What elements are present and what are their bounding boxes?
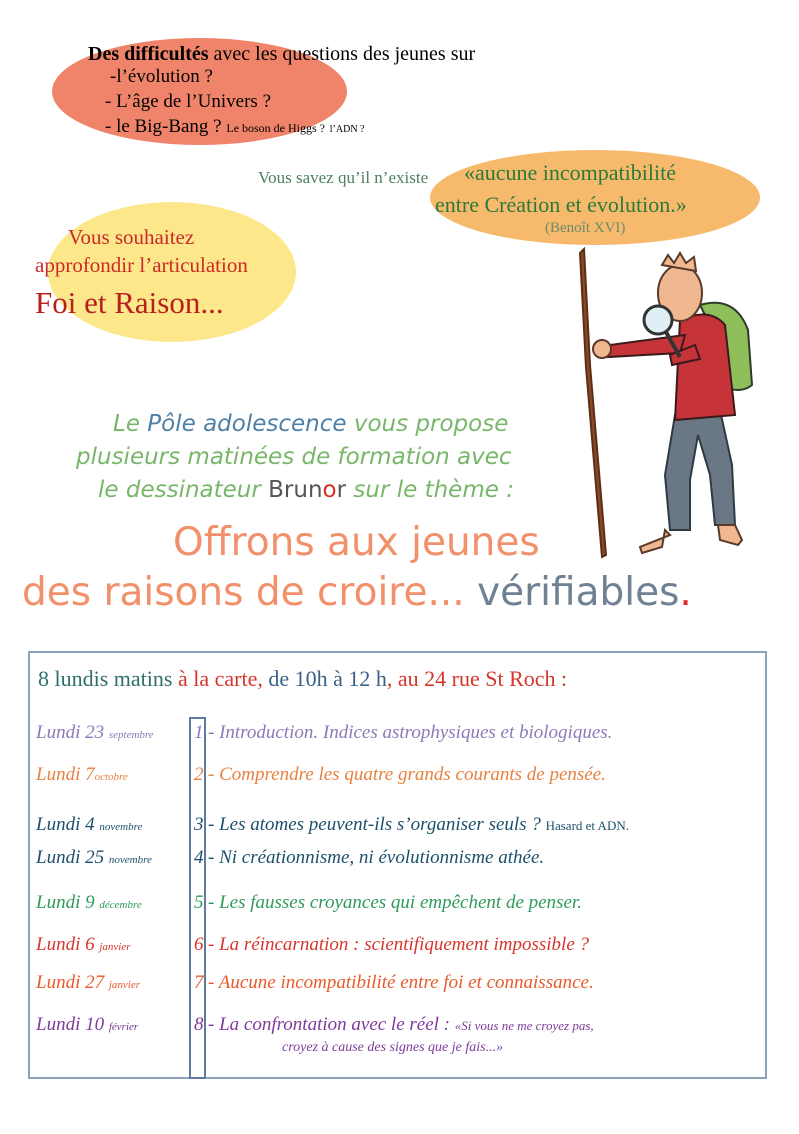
program-head-c: de 10h à 12 h xyxy=(268,666,387,691)
line-evolution: -l’évolution ? xyxy=(110,66,213,87)
row-topic-text: - Les fausses croyances qui empêchent de penser. xyxy=(208,892,582,913)
theme-line1: Offrons aux jeunes xyxy=(173,520,540,565)
line-age: - L’âge de l’Univers ? xyxy=(105,91,272,112)
row-number: 3 xyxy=(194,814,204,835)
row-topic xyxy=(208,814,629,836)
row-topic-text: - Aucune incompatibilité entre foi et connaissance. xyxy=(208,972,594,993)
souhait-line2: approfondir l’articulation xyxy=(35,253,248,277)
theme-line2 xyxy=(22,570,692,615)
row-topic-text: - La confrontation avec le réel : xyxy=(208,1014,455,1035)
row-month: janvier xyxy=(108,979,141,991)
intro-line3-b: sur le thème : xyxy=(346,477,514,503)
difficulties-rest: avec les questions des jeunes sur xyxy=(208,43,476,65)
program-head-d: , au 24 rue St Roch : xyxy=(386,666,568,691)
row-topic-text: - La réincarnation : scientifiquement impossible ? xyxy=(208,934,590,955)
row-month: novembre xyxy=(108,854,152,866)
row-date xyxy=(36,764,196,786)
quote-line1: «aucune incompatibilité xyxy=(464,160,676,185)
intro-line2: plusieurs matinées de formation avec xyxy=(76,444,512,470)
row-number: 8 xyxy=(194,1014,204,1035)
row-day: Lundi 7 xyxy=(36,764,95,785)
row-number: 7 xyxy=(194,972,204,993)
souhait-line1: Vous souhaitez xyxy=(68,225,195,249)
line-bigbang: - le Big-Bang ? xyxy=(105,116,222,137)
row-topic-text: - Comprendre les quatre grands courants de pensée. xyxy=(208,764,606,785)
row-topic-text: - Les atomes peuvent-ils s’organiser seuls ? xyxy=(208,814,546,835)
row-topic xyxy=(208,934,589,956)
row-date xyxy=(36,722,196,744)
row-topic xyxy=(208,972,594,994)
intro-line3 xyxy=(98,477,514,503)
row-day: Lundi 6 xyxy=(36,934,100,955)
row-day: Lundi 9 xyxy=(36,892,100,913)
row-date xyxy=(36,847,196,869)
row-topic-text: - Ni créationnisme, ni évolutionnisme athée. xyxy=(208,847,545,868)
row-day: Lundi 10 xyxy=(36,1014,109,1035)
intro-line1-c: vous propose xyxy=(346,411,509,437)
row-number: 6 xyxy=(194,934,204,955)
row-day: Lundi 25 xyxy=(36,847,109,868)
program-head-b: à la carte, xyxy=(177,666,269,691)
theme-red-dot: . xyxy=(679,570,692,615)
row-topic xyxy=(208,764,606,786)
program-heading xyxy=(38,666,567,692)
quote-author: (Benoît XVI) xyxy=(545,220,626,236)
row-number: 4 xyxy=(194,847,204,868)
line-adn: l’ADN ? xyxy=(329,124,365,135)
program-head-a: 8 lundis matins xyxy=(38,666,178,691)
row-topic xyxy=(208,847,544,869)
difficulties-heading xyxy=(88,42,475,66)
row-date xyxy=(36,1014,196,1036)
row-number: 2 xyxy=(194,764,204,785)
theme-verifiables: vérifiables xyxy=(477,570,680,615)
brunor-r: r xyxy=(336,477,347,503)
row-date xyxy=(36,934,196,956)
line-higgs: Le boson de Higgs ? xyxy=(226,121,326,135)
program-last-line: croyez à cause des signes que je fais...» xyxy=(282,1040,504,1055)
theme-line2-text: des raisons de croire... xyxy=(22,570,478,615)
intro-line1-a: Le xyxy=(113,411,148,437)
hiker-illustration xyxy=(570,235,770,565)
difficulties-bold: Des difficultés xyxy=(88,43,209,65)
row-date xyxy=(36,892,196,914)
row-date xyxy=(36,972,196,994)
line-bigbang-group xyxy=(105,116,364,138)
row-month: janvier xyxy=(99,941,131,953)
row-topic-text: - Introduction. Indices astrophysiques et biologiques. xyxy=(208,722,613,743)
foi-raison-title: Foi et Raison... xyxy=(35,285,224,320)
row-month: septembre xyxy=(108,729,154,741)
row-month: décembre xyxy=(99,899,142,911)
brunor-o: o xyxy=(322,477,337,503)
row-day: Lundi 23 xyxy=(36,722,109,743)
quote-line2: entre Création et évolution.» xyxy=(435,192,687,217)
brunor-brun: Brun xyxy=(268,477,323,503)
row-topic-extra: «Si vous ne me croyez pas, xyxy=(454,1018,594,1033)
row-day: Lundi 27 xyxy=(36,972,109,993)
intro-line1 xyxy=(113,411,508,437)
row-number: 5 xyxy=(194,892,204,913)
row-topic xyxy=(208,892,582,914)
row-topic xyxy=(208,1014,594,1036)
row-month: novembre xyxy=(99,821,143,833)
row-day: Lundi 4 xyxy=(36,814,100,835)
row-date xyxy=(36,814,196,836)
row-month: octobre xyxy=(94,771,128,783)
row-number: 1 xyxy=(194,722,204,743)
row-topic-extra: Hasard et ADN. xyxy=(545,818,629,833)
row-topic xyxy=(208,722,612,744)
quote-intro: Vous savez qu’il n’existe xyxy=(258,168,429,187)
intro-line3-a: le dessinateur xyxy=(98,477,269,503)
intro-pole-name: Pôle adolescence xyxy=(147,411,347,437)
row-month: février xyxy=(108,1021,139,1033)
